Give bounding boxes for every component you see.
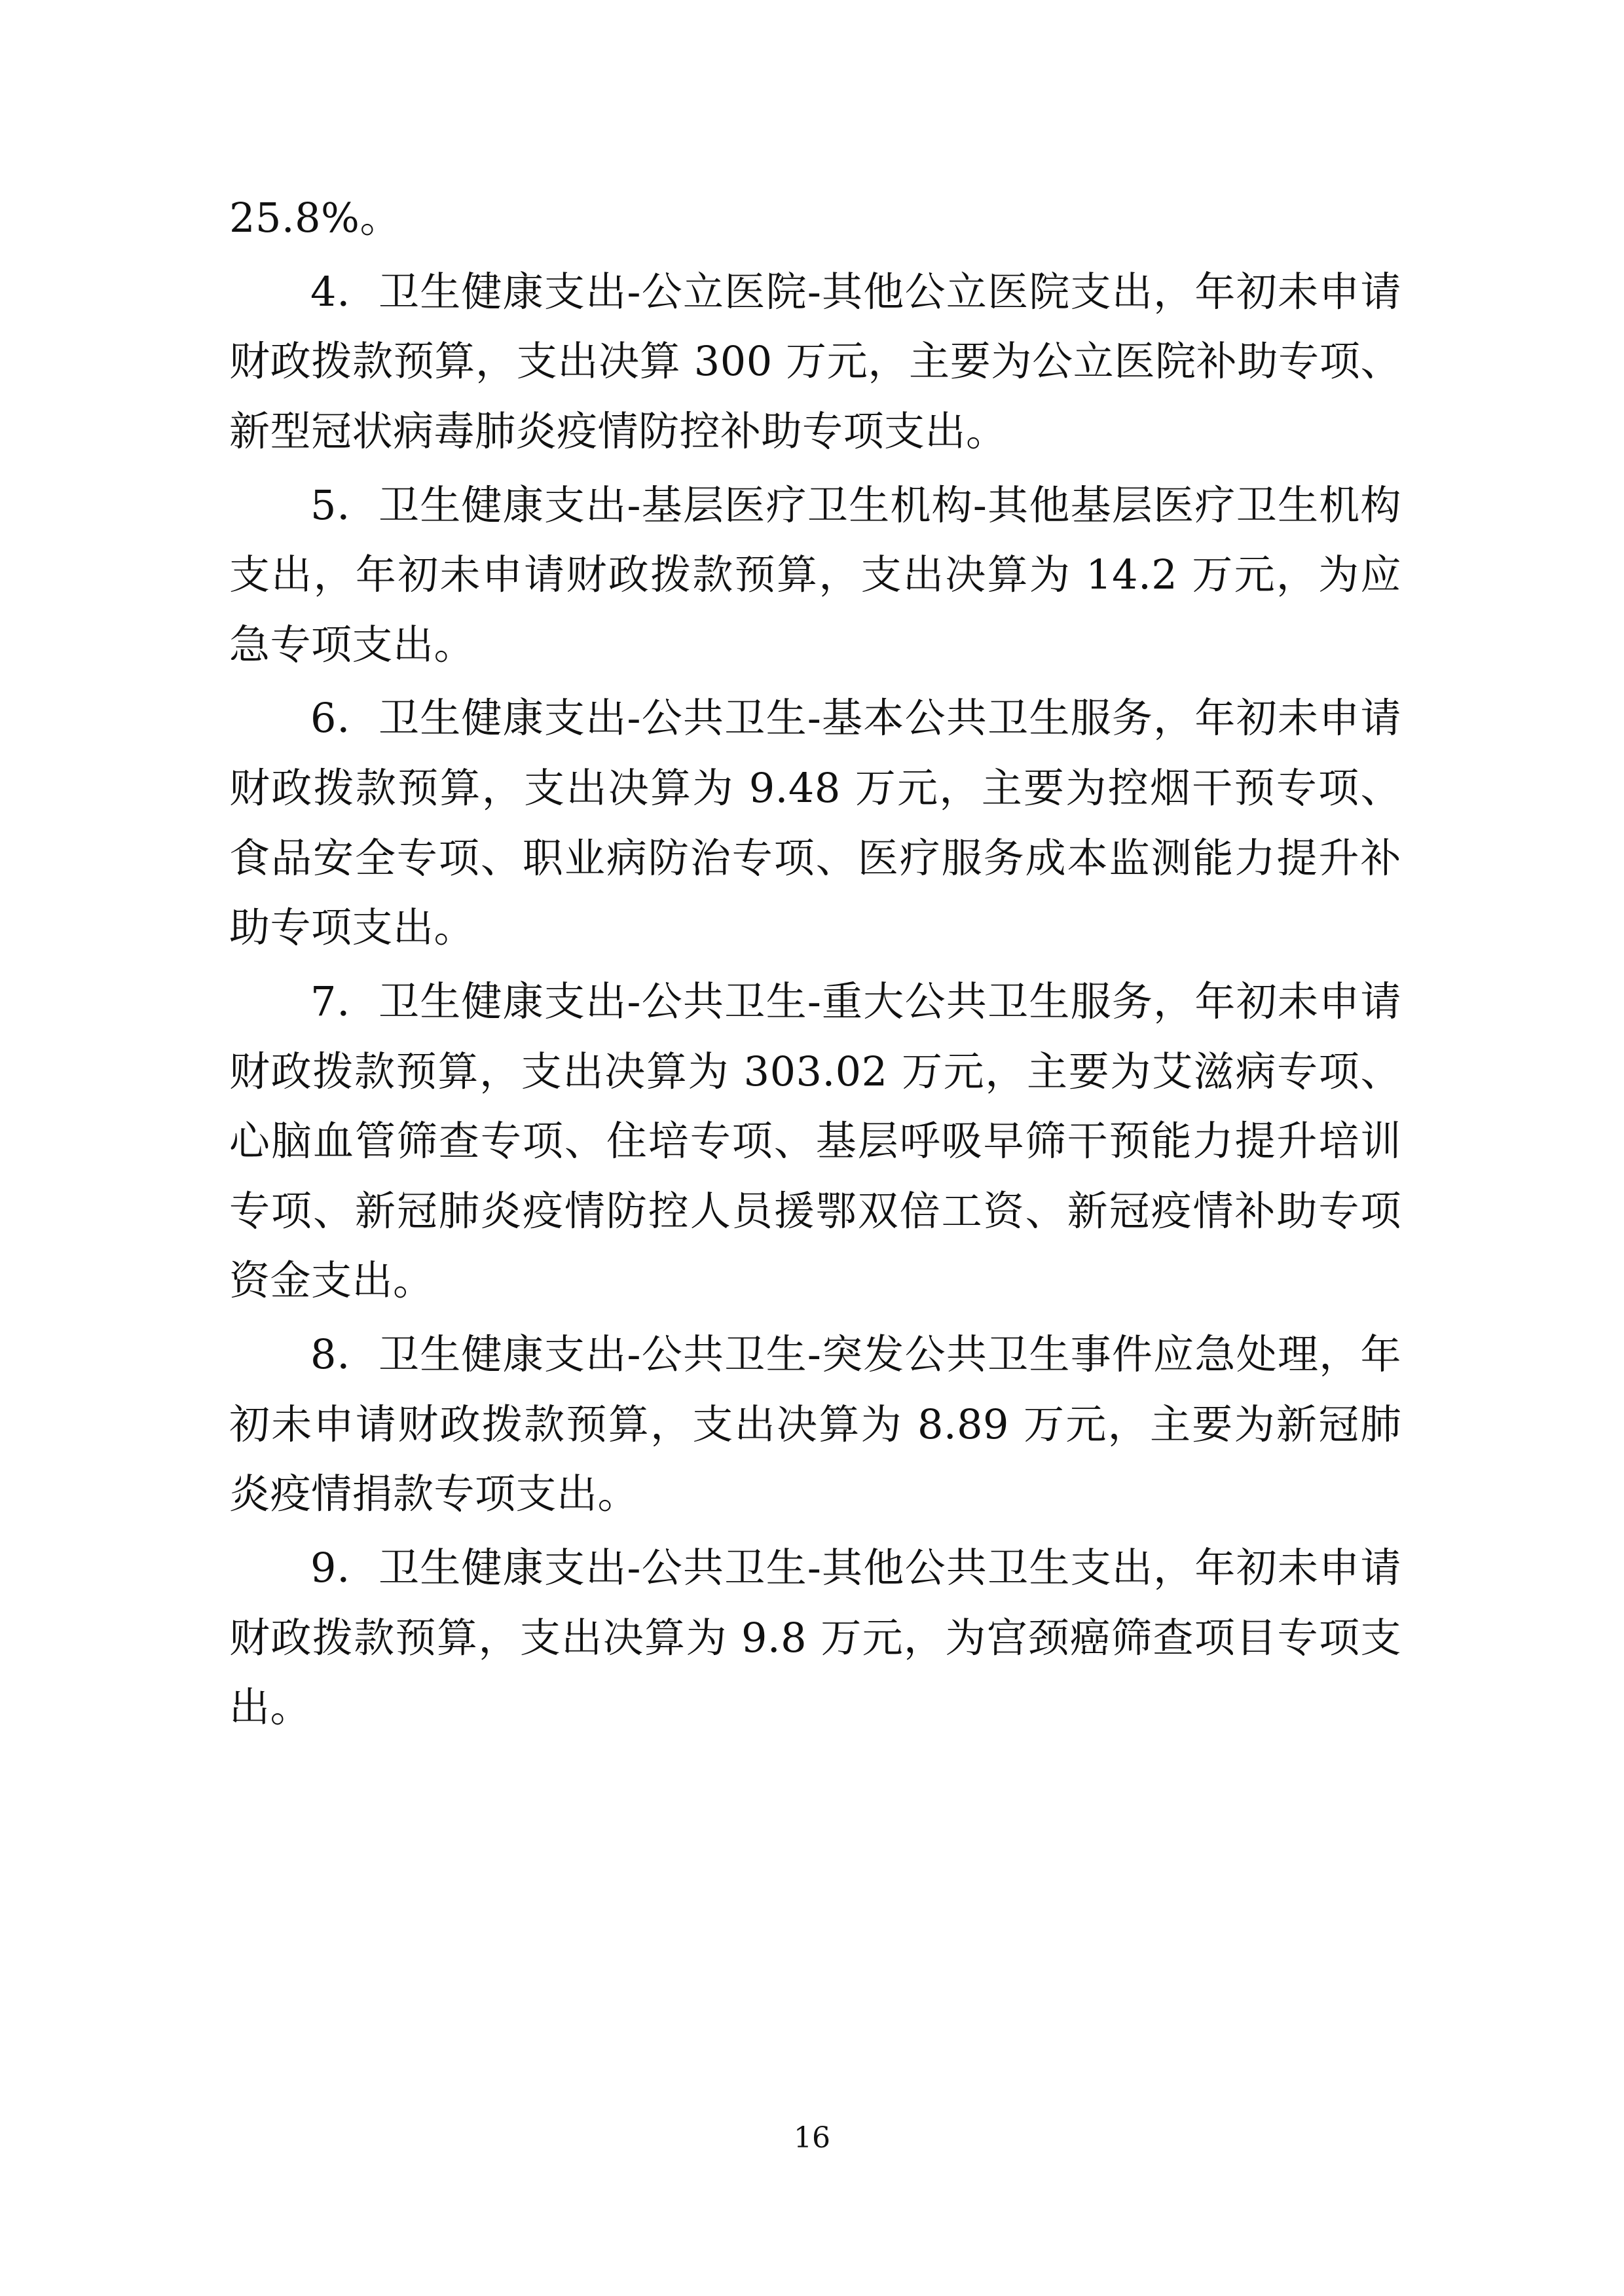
paragraph-continued-line: 25.8%。	[229, 194, 401, 242]
page-number: 16	[794, 2121, 830, 2155]
paragraph-item-6: 6．卫生健康支出-公共卫生-基本公共卫生服务，年初未申请财政拨款预算，支出决算为 9.48 万元，主要为控烟干预专项、食品安全专项、职业病防治专项、医疗服务成本监测能力提升补助专项支出。	[229, 694, 1401, 952]
paragraph-item-9: 9．卫生健康支出-公共卫生-其他公共卫生支出，年初未申请财政拨款预算，支出决算为 9.8 万元，为宫颈癌筛查项目专项支出。	[229, 1543, 1401, 1732]
paragraph-item-7: 7．卫生健康支出-公共卫生-重大公共卫生服务，年初未申请财政拨款预算，支出决算为 303.02 万元，主要为艾滋病专项、心脑血管筛查专项、住培专项、基层呼吸早筛干预能力提升培训专项、新冠肺炎疫情防控人员援鄂双倍工资、新冠疫情补助专项资金支出。	[229, 977, 1401, 1305]
paragraph-item-8: 8．卫生健康支出-公共卫生-突发公共卫生事件应急处理，年初未申请财政拨款预算，支出决算为 8.89 万元，主要为新冠肺炎疫情捐款专项支出。	[229, 1330, 1401, 1518]
paragraph-item-4: 4．卫生健康支出-公立医院-其他公立医院支出，年初未申请财政拨款预算，支出决算 300 万元，主要为公立医院补助专项、新型冠状病毒肺炎疫情防控补助专项支出。	[229, 267, 1401, 455]
paragraph-item-5: 5．卫生健康支出-基层医疗卫生机构-其他基层医疗卫生机构支出，年初未申请财政拨款预算，支出决算为 14.2 万元，为应急专项支出。	[229, 481, 1401, 668]
document-body	[229, 183, 1401, 1747]
